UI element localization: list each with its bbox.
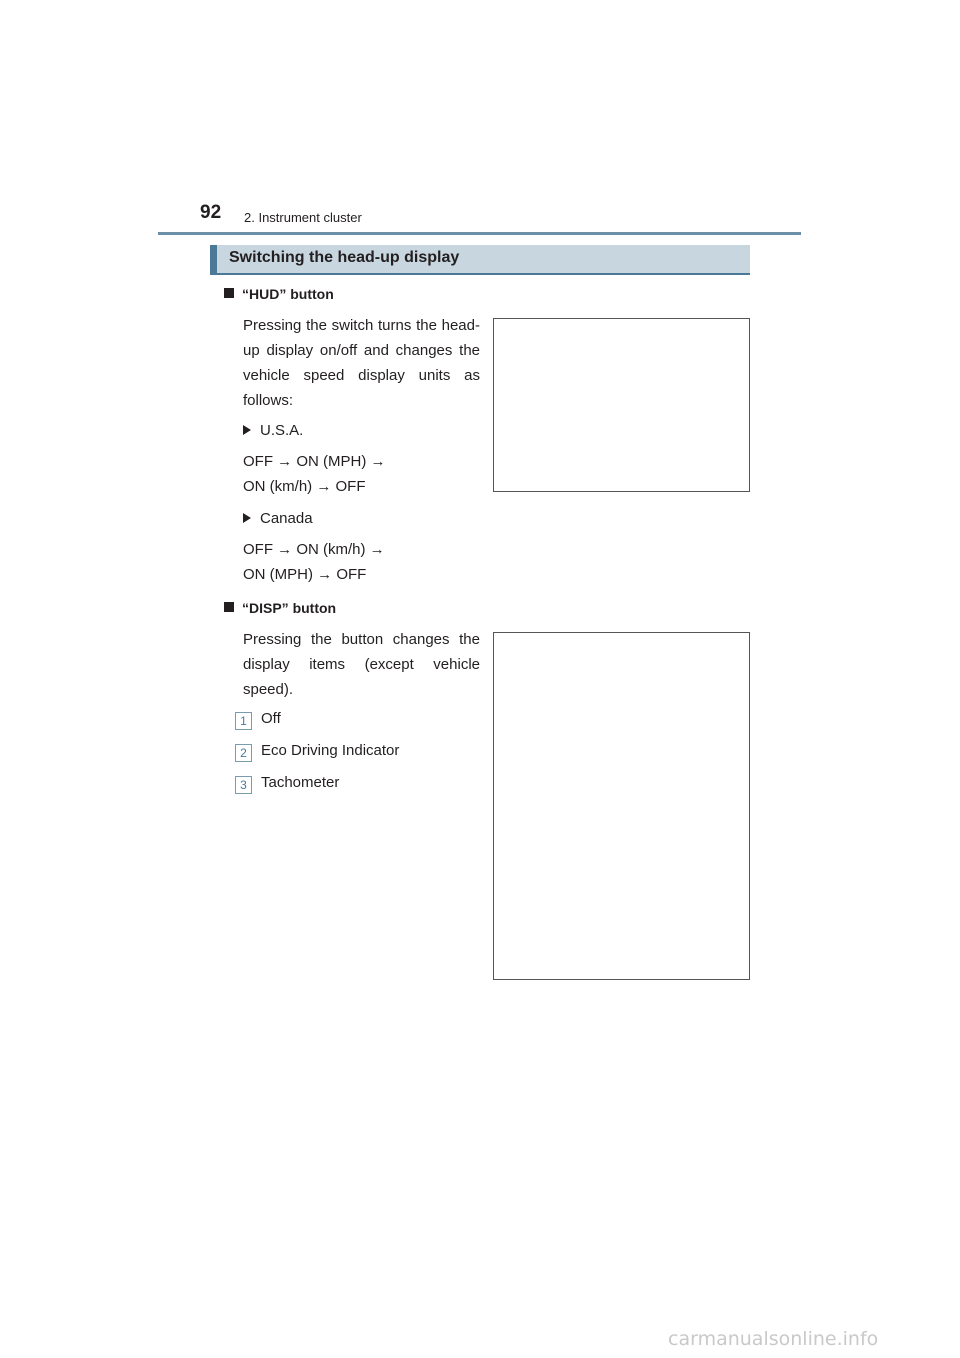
triangle-bullet-icon	[243, 513, 251, 523]
list-item-label: Off	[261, 710, 281, 727]
usa-sequence-line1: OFF → ON (MPH) →	[243, 453, 386, 470]
chapter-title: 2. Instrument cluster	[244, 210, 362, 225]
region-canada-label: Canada	[260, 510, 313, 527]
canada-sequence-line2: ON (MPH) → OFF	[243, 566, 367, 583]
hud-button-heading-text: “HUD” button	[242, 286, 334, 302]
section-header-bar	[210, 245, 750, 275]
canada-sequence-line1: OFF → ON (km/h) →	[243, 541, 385, 558]
section-title: Switching the head-up display	[229, 249, 460, 266]
watermark-text: carmanualsonline.info	[668, 1328, 879, 1350]
hud-button-description: Pressing the switch turns the head-up display on/off and changes the vehicle speed display units as follows:	[243, 317, 480, 409]
region-usa-label: U.S.A.	[260, 422, 304, 439]
hud-figure	[493, 318, 750, 492]
list-item	[235, 710, 281, 730]
triangle-bullet-icon	[243, 425, 251, 435]
disp-figure	[493, 632, 750, 980]
disp-button-heading-text: “DISP” button	[242, 600, 337, 616]
list-item-label: Tachometer	[261, 774, 340, 791]
list-item	[235, 774, 339, 794]
square-bullet-icon	[224, 602, 234, 612]
number-badge: 3	[235, 776, 252, 794]
header-rule	[158, 232, 801, 235]
usa-sequence-line2: ON (km/h) → OFF	[243, 478, 366, 495]
square-bullet-icon	[224, 288, 234, 298]
number-badge: 1	[235, 712, 252, 730]
disp-button-heading	[224, 600, 336, 616]
list-item-label: Eco Driving Indicator	[261, 742, 400, 759]
region-canada	[243, 510, 313, 527]
region-usa	[243, 422, 303, 439]
list-item	[235, 742, 399, 762]
disp-button-description: Pressing the button changes the display items (except vehicle speed).	[243, 631, 480, 698]
number-badge: 2	[235, 744, 252, 762]
page-number: 92	[200, 202, 222, 223]
hud-button-heading	[224, 286, 334, 302]
